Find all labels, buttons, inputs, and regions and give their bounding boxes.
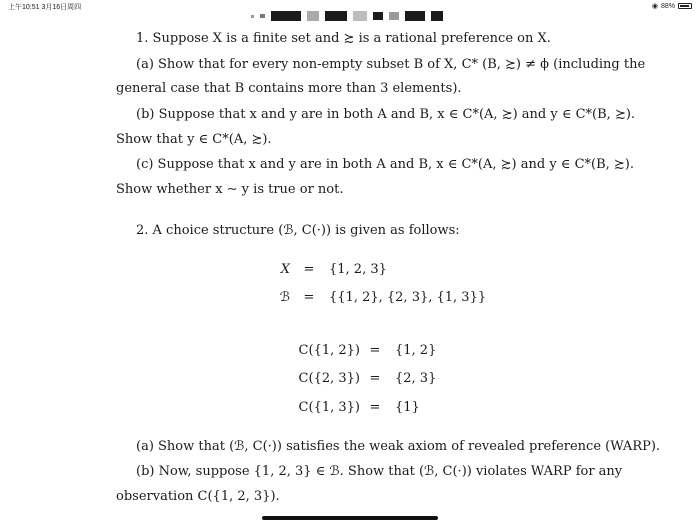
choice-lhs: C({2, 3}) (298, 371, 360, 386)
def-lhs: ℬ (279, 290, 290, 305)
def-sign: = (303, 290, 315, 305)
choice-lhs: C({1, 3}) (298, 400, 360, 415)
choice-sign: = (369, 371, 381, 386)
def-lhs: X (280, 262, 290, 277)
problem2-part-a: (a) Show that (ℬ, C(·)) satisfies the weak axiom of revealed preference (WARP). (136, 439, 661, 454)
problem1-part-a-cont: general case that B contains more than 3 elements). (116, 81, 462, 96)
problem1-part-b-cont: Show that y ∈ C*(A, ≿). (116, 132, 272, 147)
choice-rhs: {1} (395, 400, 420, 415)
battery-icon (678, 3, 692, 9)
problem1-part-c-cont: Show whether x ∼ y is true or not. (116, 182, 344, 197)
def-sign: = (303, 262, 315, 277)
choice-lhs: C({1, 2}) (298, 343, 360, 358)
def-rhs: {{1, 2}, {2, 3}, {1, 3}} (329, 290, 487, 305)
problem2-part-b: (b) Now, suppose {1, 2, 3} ∈ ℬ. Show that (ℬ, C(·)) violates WARP for any (136, 464, 623, 479)
problem1-part-c: (c) Suppose that x and y are in both A and B, x ∈ C*(A, ≿) and y ∈ C*(B, ≿). (136, 157, 634, 172)
def-rhs: {1, 2, 3} (329, 262, 387, 277)
home-indicator[interactable] (262, 516, 438, 520)
wifi-icon: ◉ (651, 3, 658, 10)
choice-rhs: {1, 2} (395, 343, 437, 358)
status-time-date: 上午10:51 3月16日周四 (8, 4, 82, 11)
choice-sign: = (369, 400, 381, 415)
battery-fill (680, 5, 689, 7)
status-right (652, 2, 692, 10)
problem1-part-b: (b) Suppose that x and y are in both A and B, x ∈ C*(A, ≿) and y ∈ C*(B, ≿). (136, 107, 636, 122)
problem2-intro: 2. A choice structure (ℬ, C(·)) is given as follows: (136, 223, 460, 238)
redacted-header (251, 11, 443, 21)
choice-sign: = (369, 343, 381, 358)
battery-percent: 88% (660, 2, 675, 10)
problem1-statement: 1. Suppose X is a finite set and ≿ is a rational preference on X. (136, 31, 551, 46)
problem1-part-a: (a) Show that for every non-empty subset B of X, C* (B, ≿) ≠ ϕ (including the (136, 57, 646, 72)
choice-rhs: {2, 3} (395, 371, 437, 386)
problem2-part-b-cont: observation C({1, 2, 3}). (116, 489, 280, 504)
